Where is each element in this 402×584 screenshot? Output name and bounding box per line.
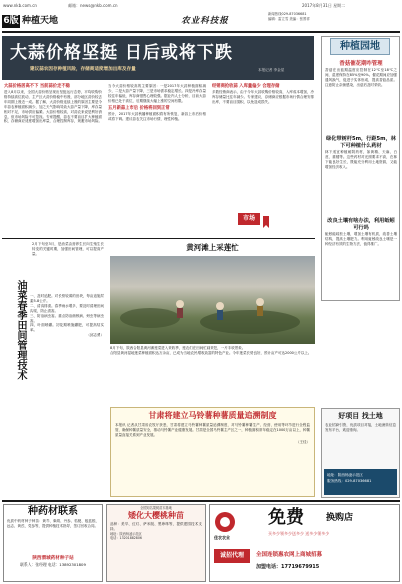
- lotus-harvest-photo: [110, 256, 315, 344]
- lead-col2-text2: 预计，2017年大蒜秋播种植面积将有所恢复，新蒜上市后价格或将下调。建议蒜农关注市场行情，理性种植。: [108, 111, 206, 121]
- lead-byline: 本报记者 李金星: [258, 68, 285, 72]
- lead-col2-title: 五月新蒜上市后 价格将回到正常: [108, 105, 170, 111]
- rapeseed-step-1: 一、及时追肥。对长势较弱的田块，每亩追施尿素5-8公斤。: [30, 294, 104, 303]
- lead-banner: [2, 36, 314, 80]
- contact-hotline: 服务热线：029-87036681: [327, 479, 372, 483]
- sidebar-item-3-title: 改良土壤有啥办法，利用蚯蚓可行吗: [327, 218, 395, 231]
- lead-col2-text: 当今大蒜价格较高的主要原因：一是2017年大蒜种植面积减少，二是大蒜产量下降，三是市场需求稳定增长。四是冷库存量较往年偏低，库存商惜售心理较强。据业内人士分析，目前大蒜价格已处于高位，后期继续大幅上涨的空间有限。: [108, 84, 206, 103]
- site-url[interactable]: www.nkb.com.cn: [3, 3, 37, 8]
- header-rule: [2, 31, 400, 33]
- newspaper-masthead: 农业科技报: [181, 16, 229, 26]
- seeds-ad-title: 种药材联系: [28, 506, 78, 517]
- lead-subheadline: 建议蒜农因存种植风险，存储商适度增加出库及存量: [30, 67, 136, 72]
- contact-address: 地址：陕西杨凌示范区: [327, 473, 363, 477]
- lead-col3-title: 经销商抢收蒜 入库量偏少 合理存储: [212, 84, 280, 89]
- sidebar-item-1: [325, 60, 397, 88]
- issue-date: 2017年8月31日 星期二: [302, 3, 346, 8]
- good-project-text: 农业招商引资，优质项目对接，土地流转信息发布平台，欢迎垂询。: [325, 423, 396, 432]
- sidebar-item-1-title: 香菇催花期咋管理: [339, 61, 383, 67]
- lotus-title: 黄河滩上采莲忙: [186, 243, 239, 252]
- free-tagline: 买多少领多少送多少 送多少领多少: [268, 531, 330, 536]
- cherry-ad-phone: 电话：13201882806: [110, 536, 142, 541]
- rapeseed-body: [30, 294, 104, 338]
- lotus-caption-block: [110, 346, 315, 356]
- sidebar-header: 种植园地: [330, 38, 390, 55]
- lotus-body: 合阳县黄河湿地莲菜种植面积达万余亩，已成为当地农民增收致富的特色产业。今年莲菜长势良好，预计亩产可达2000公斤以上。: [110, 350, 312, 355]
- page-number: 6版: [3, 16, 19, 26]
- sidebar-item-3: [325, 218, 397, 247]
- top-info-bar: [0, 0, 402, 11]
- potato-body: 本报讯 记者从甘肃省农牧厅获悉，甘肃将建立马铃薯种薯质量追溯制度，对马铃薯种薯生产、经营、使用等环节进行全程监管，确保种薯质量安全，推动马铃薯产业健康发展。甘肃是全国马铃薯主产区之一，种植面积常年稳定在1000万亩以上，种薯质量直接关系到产业发展。: [115, 423, 310, 437]
- free-title: 免费: [268, 507, 304, 528]
- lead-column-1: [4, 84, 102, 234]
- cherry-ad-text: 品种：美早、红灯、萨米脱、黑珍珠等，提供建园技术支持。: [110, 522, 202, 532]
- bookmark-icon: [262, 213, 270, 225]
- sidebar-item-2-text: 林下适宜种植耐阴药材，如黄精、天麻、白芨、重楼等。这些药材对光照要求不高，在林下能良好生长，既能充分利用土地资源，又能增加经济收入。: [325, 150, 397, 169]
- good-project-ad[interactable]: [321, 408, 400, 498]
- lotus-caption: 8月下旬，陕西合阳县黄河滩莲菜进入采收季，莲农们在田间忙碌采挖，一片丰收景象。: [110, 346, 246, 350]
- potato-article: [110, 407, 315, 497]
- free-title-2: 换购店: [326, 513, 354, 523]
- rapeseed-step-3: 三、防治病虫害。重点防治菌核病、蚜虫等病虫害。: [30, 313, 104, 323]
- sidebar-item-3-text: 蚯蚓能疏松土壤，增加土壤有机质，改善土壤结构，提高土壤肥力。利用蚯蚓改良土壤是一种经济有效的生物方法，值得推广。: [325, 232, 397, 246]
- rapeseed-step-4: 四、叶面喷硼。初花期喷施硼肥，可提高结实率。: [30, 323, 104, 333]
- seeds-ad-contact: 联系人：张经理 电话：13892301809: [20, 562, 86, 567]
- sidebar-item-2: [325, 136, 397, 170]
- editor-credits: 编辑：雷立雪 美编：张景祥: [268, 17, 310, 21]
- rapeseed-title: 油菜春季田间管理技术: [15, 280, 26, 380]
- ads-divider: [2, 500, 400, 502]
- jianong-logo-name: 佳农农业: [214, 535, 230, 540]
- free-exchange-ad[interactable]: [209, 504, 400, 582]
- market-tag: [238, 213, 260, 225]
- contact-banner: [324, 469, 397, 495]
- lead-col1-text: 进入8月以来，全国大蒜价格呈现出坚挺运行态势，平均收购价格持续高位波动，主产区大蒜价格稳中有涨，部分地区蒜价较去年同期上涨近一成。据了解，大蒜价格连续上涨的原因主要是今年蒜农种植面积减少，加之天气影响导致大蒜产量下降，库存量相对不足，市场供应偏紧。大蒜价格较高，对蒜农来说是利好消息，但市场风险不可忽视。专家提醒，蒜农不要盲目扩大种植面积，存储商应适度增加出库量，合理控制库存，规避市场风险。: [4, 90, 102, 124]
- rapeseed-intro: 2月下旬至3月，是油菜由营养生长向生殖生长转变的关键时期，加强田间管理，可以提高产量。: [32, 242, 104, 256]
- lead-column-2: [108, 84, 206, 234]
- jianong-logo: [214, 511, 254, 540]
- email-address[interactable]: 邮箱：news@nkb.com.cn: [68, 3, 118, 8]
- lead-col1-title: 大蒜价格居高不下 当前蒜价走不稳: [4, 84, 70, 89]
- lead-col3-text: 多数经销商表示，由于今年大蒜收购价格较高，入库成本增加，冷库存储量比往年减少。专家建议，存储商应根据市场行情合理安排出库，不要盲目囤积，以免造成损失。: [212, 90, 314, 104]
- market-tag-label: 市场: [242, 215, 255, 222]
- masthead-info: [268, 12, 388, 22]
- rapeseed-article: [4, 242, 104, 404]
- seeds-ad[interactable]: [3, 504, 103, 582]
- hotline-label: 新闻热线029-87036681: [268, 12, 307, 16]
- agent-badge: 诚招代理: [214, 549, 250, 563]
- potato-title: 甘肃将建立马铃薯种薯质量追溯制度: [148, 411, 277, 420]
- section-name: 种植天地: [22, 16, 59, 26]
- sidebar-item-1-text: 香菇在出菇期温度应控制在12℃至18℃之间，湿度保持在85%至90%。催花期间应加强通风换气，促进子实体形成，提高香菇品质。注意防止杂菌感染，出菇后及时采收。: [325, 68, 397, 87]
- good-project-title: 好项目 找土地: [338, 412, 383, 420]
- cherry-ad[interactable]: [106, 504, 206, 582]
- rapeseed-step-2: 二、清沟排渍。春季雨水增多，要及时清理田间沟渠，防止渍害。: [30, 303, 104, 313]
- potato-byline: （王佳）: [296, 439, 310, 444]
- section-divider: [2, 238, 315, 239]
- seeds-ad-company: 陕西渭城药材种子站: [32, 556, 74, 561]
- cherry-ad-title: 矮化大樱桃种苗: [128, 511, 184, 521]
- rapeseed-byline: （邱志勇）: [86, 333, 104, 338]
- cherry-ad-address: 地址：陕西杨凌示范区: [110, 532, 142, 537]
- lead-column-3: [212, 84, 314, 234]
- seeds-ad-text: 优质中药材种子种苗：黄芩、柴胡、丹参、桔梗、板蓝根、远志、黄芪、党参等，提供种植技术指导，签订回收合同。: [7, 519, 99, 528]
- sidebar-item-2-title: 绿化带树杆5m，行距5m，林下可种植什么药材: [326, 136, 396, 149]
- lead-headline: 大蒜价格坚挺 日后或将下跌: [10, 43, 233, 63]
- free-phone: 加盟电话：17719679915: [256, 564, 320, 570]
- cherry-ad-top: 全国知名果树苗木基地: [140, 506, 172, 510]
- free-recruit: 全国连锁惠农网上商城招募: [256, 552, 323, 558]
